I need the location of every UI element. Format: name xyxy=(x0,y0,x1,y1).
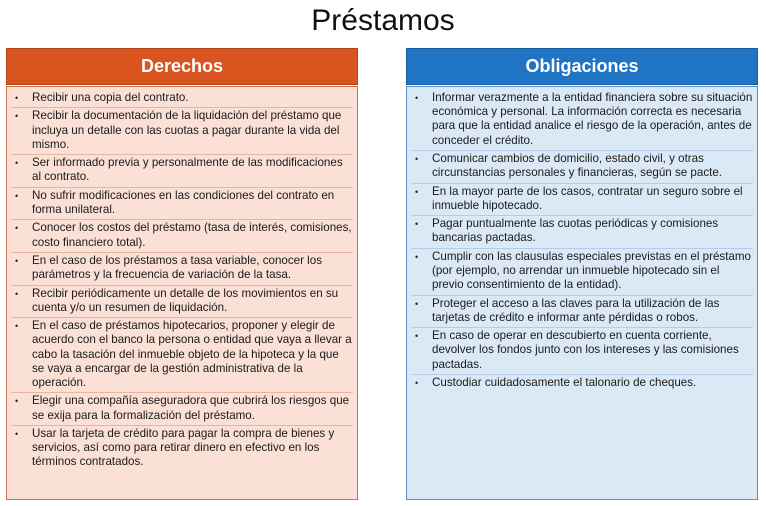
item-divider xyxy=(11,219,353,220)
derechos-item-text: Usar la tarjeta de crédito para pagar la compra de bienes y servicios, así como para retirar dinero en efectivo en los términos contratados. xyxy=(32,426,335,469)
derechos-item-text: En el caso de préstamos hipotecarios, proponer y elegir de acuerdo con el banco la persona o entidad que vaya a llevar a cabo la tasación del inmueble objeto de la hipoteca y la que se vaya a encargar de la gestión administrativa de la operación. xyxy=(32,319,352,389)
bullet-icon: • xyxy=(15,321,19,332)
derechos-item-text: Recibir periódicamente un detalle de los movimientos en su cuenta y/o un resumen de liquidación. xyxy=(32,286,339,314)
derechos-item-text: Ser informado previa y personalmente de las modificaciones al contrato. xyxy=(32,156,343,184)
item-divider xyxy=(11,187,353,188)
bullet-icon: • xyxy=(15,255,19,266)
obligaciones-list xyxy=(411,91,753,390)
item-divider xyxy=(11,154,353,155)
item-divider xyxy=(411,215,753,216)
item-divider xyxy=(11,107,353,108)
obligaciones-panel xyxy=(406,48,758,500)
obligaciones-list-item xyxy=(411,152,753,180)
obligaciones-item-text: Cumplir con las clausulas especiales previstas en el préstamo (por ejemplo, no arrendar un inmueble hipotecado sin el previo consentimiento de la entidad). xyxy=(432,249,751,292)
derechos-item-text: Recibir la documentación de la liquidación del préstamo que incluya un detalle con las cuotas a pagar durante la vida del mismo. xyxy=(32,109,342,151)
item-divider xyxy=(411,295,753,296)
derechos-list-container xyxy=(6,86,358,500)
derechos-item-text: En el caso de los préstamos a tasa variable, conocer los parámetros y la frecuencia de variación de la tasa. xyxy=(32,253,322,282)
bullet-icon: • xyxy=(15,93,19,103)
derechos-list-item xyxy=(11,319,353,390)
derechos-list-item xyxy=(11,189,353,217)
derechos-panel xyxy=(6,48,358,500)
obligaciones-item-text: Custodiar cuidadosamente el talonario de cheques. xyxy=(432,375,697,389)
obligaciones-list-item xyxy=(411,376,753,390)
item-divider xyxy=(411,248,753,249)
bullet-icon: • xyxy=(15,190,19,201)
derechos-list xyxy=(11,91,353,470)
obligaciones-item-text: En la mayor parte de los casos, contratar un seguro sobre el inmueble hipotecado. xyxy=(432,184,743,212)
obligaciones-item-text: En caso de operar en descubierto en cuenta corriente, devolver los fondos junto con los intereses y las comisiones pactadas. xyxy=(432,329,739,371)
bullet-icon: • xyxy=(15,428,19,439)
bullet-icon: • xyxy=(415,219,419,230)
derechos-list-item xyxy=(11,91,353,105)
item-divider xyxy=(411,183,753,184)
bullet-icon: • xyxy=(15,158,19,169)
bullet-icon: • xyxy=(415,298,419,309)
item-divider xyxy=(11,392,353,393)
bullet-icon: • xyxy=(415,377,419,388)
bullet-icon: • xyxy=(415,154,419,164)
obligaciones-list-item xyxy=(411,250,753,293)
bullet-icon: • xyxy=(415,331,419,342)
obligaciones-item-text: Pagar puntualmente las cuotas periódicas y comisiones bancarias pactadas. xyxy=(432,217,719,245)
item-divider xyxy=(11,425,353,426)
derechos-list-item xyxy=(11,109,353,152)
obligaciones-item-text: Comunicar cambios de domicilio, estado civil, y otras circunstancias personales y financieras, según se pacte. xyxy=(432,152,723,180)
bullet-icon: • xyxy=(415,186,419,197)
obligaciones-list-container xyxy=(406,86,758,500)
item-divider xyxy=(411,150,753,151)
obligaciones-list-item xyxy=(411,91,753,148)
item-divider xyxy=(411,327,753,328)
derechos-list-item xyxy=(11,427,353,470)
obligaciones-item-text: Informar verazmente a la entidad financiera sobre su situación económica y personal. La información correcta es necesaria para que la entidad analice el riesgo de la operación, antes de conceder el crédito. xyxy=(432,91,753,147)
derechos-heading: Derechos xyxy=(6,48,358,85)
obligaciones-list-item xyxy=(411,185,753,213)
bullet-icon: • xyxy=(15,288,19,299)
bullet-icon: • xyxy=(415,93,419,103)
derechos-list-item xyxy=(11,254,353,282)
derechos-item-text: No sufrir modificaciones en las condiciones del contrato en forma unilateral. xyxy=(32,188,335,216)
item-divider xyxy=(411,374,753,375)
derechos-list-item xyxy=(11,156,353,184)
obligaciones-item-text: Proteger el acceso a las claves para la utilización de las tarjetas de crédito e informar ante pérdidas o robos. xyxy=(432,296,720,324)
page-title: Préstamos xyxy=(311,4,455,37)
obligaciones-list-item xyxy=(411,297,753,325)
obligaciones-list-item xyxy=(411,217,753,245)
obligaciones-list-item xyxy=(411,329,753,372)
item-divider xyxy=(11,285,353,286)
derechos-item-text: Elegir una compañía aseguradora que cubrirá los riesgos que se exija para la formalización del préstamo. xyxy=(32,394,350,422)
derechos-item-text: Recibir una copia del contrato. xyxy=(32,91,189,104)
bullet-icon: • xyxy=(15,396,19,407)
derechos-list-item xyxy=(11,287,353,315)
bullet-icon: • xyxy=(415,251,419,262)
obligaciones-heading: Obligaciones xyxy=(406,48,758,85)
bullet-icon: • xyxy=(15,111,19,122)
item-divider xyxy=(11,317,353,318)
derechos-item-text: Conocer los costos del préstamo (tasa de interés, comisiones, costo financiero total). xyxy=(32,221,352,249)
derechos-list-item xyxy=(11,394,353,422)
item-divider xyxy=(11,252,353,253)
bullet-icon: • xyxy=(15,223,19,234)
derechos-list-item xyxy=(11,221,353,249)
